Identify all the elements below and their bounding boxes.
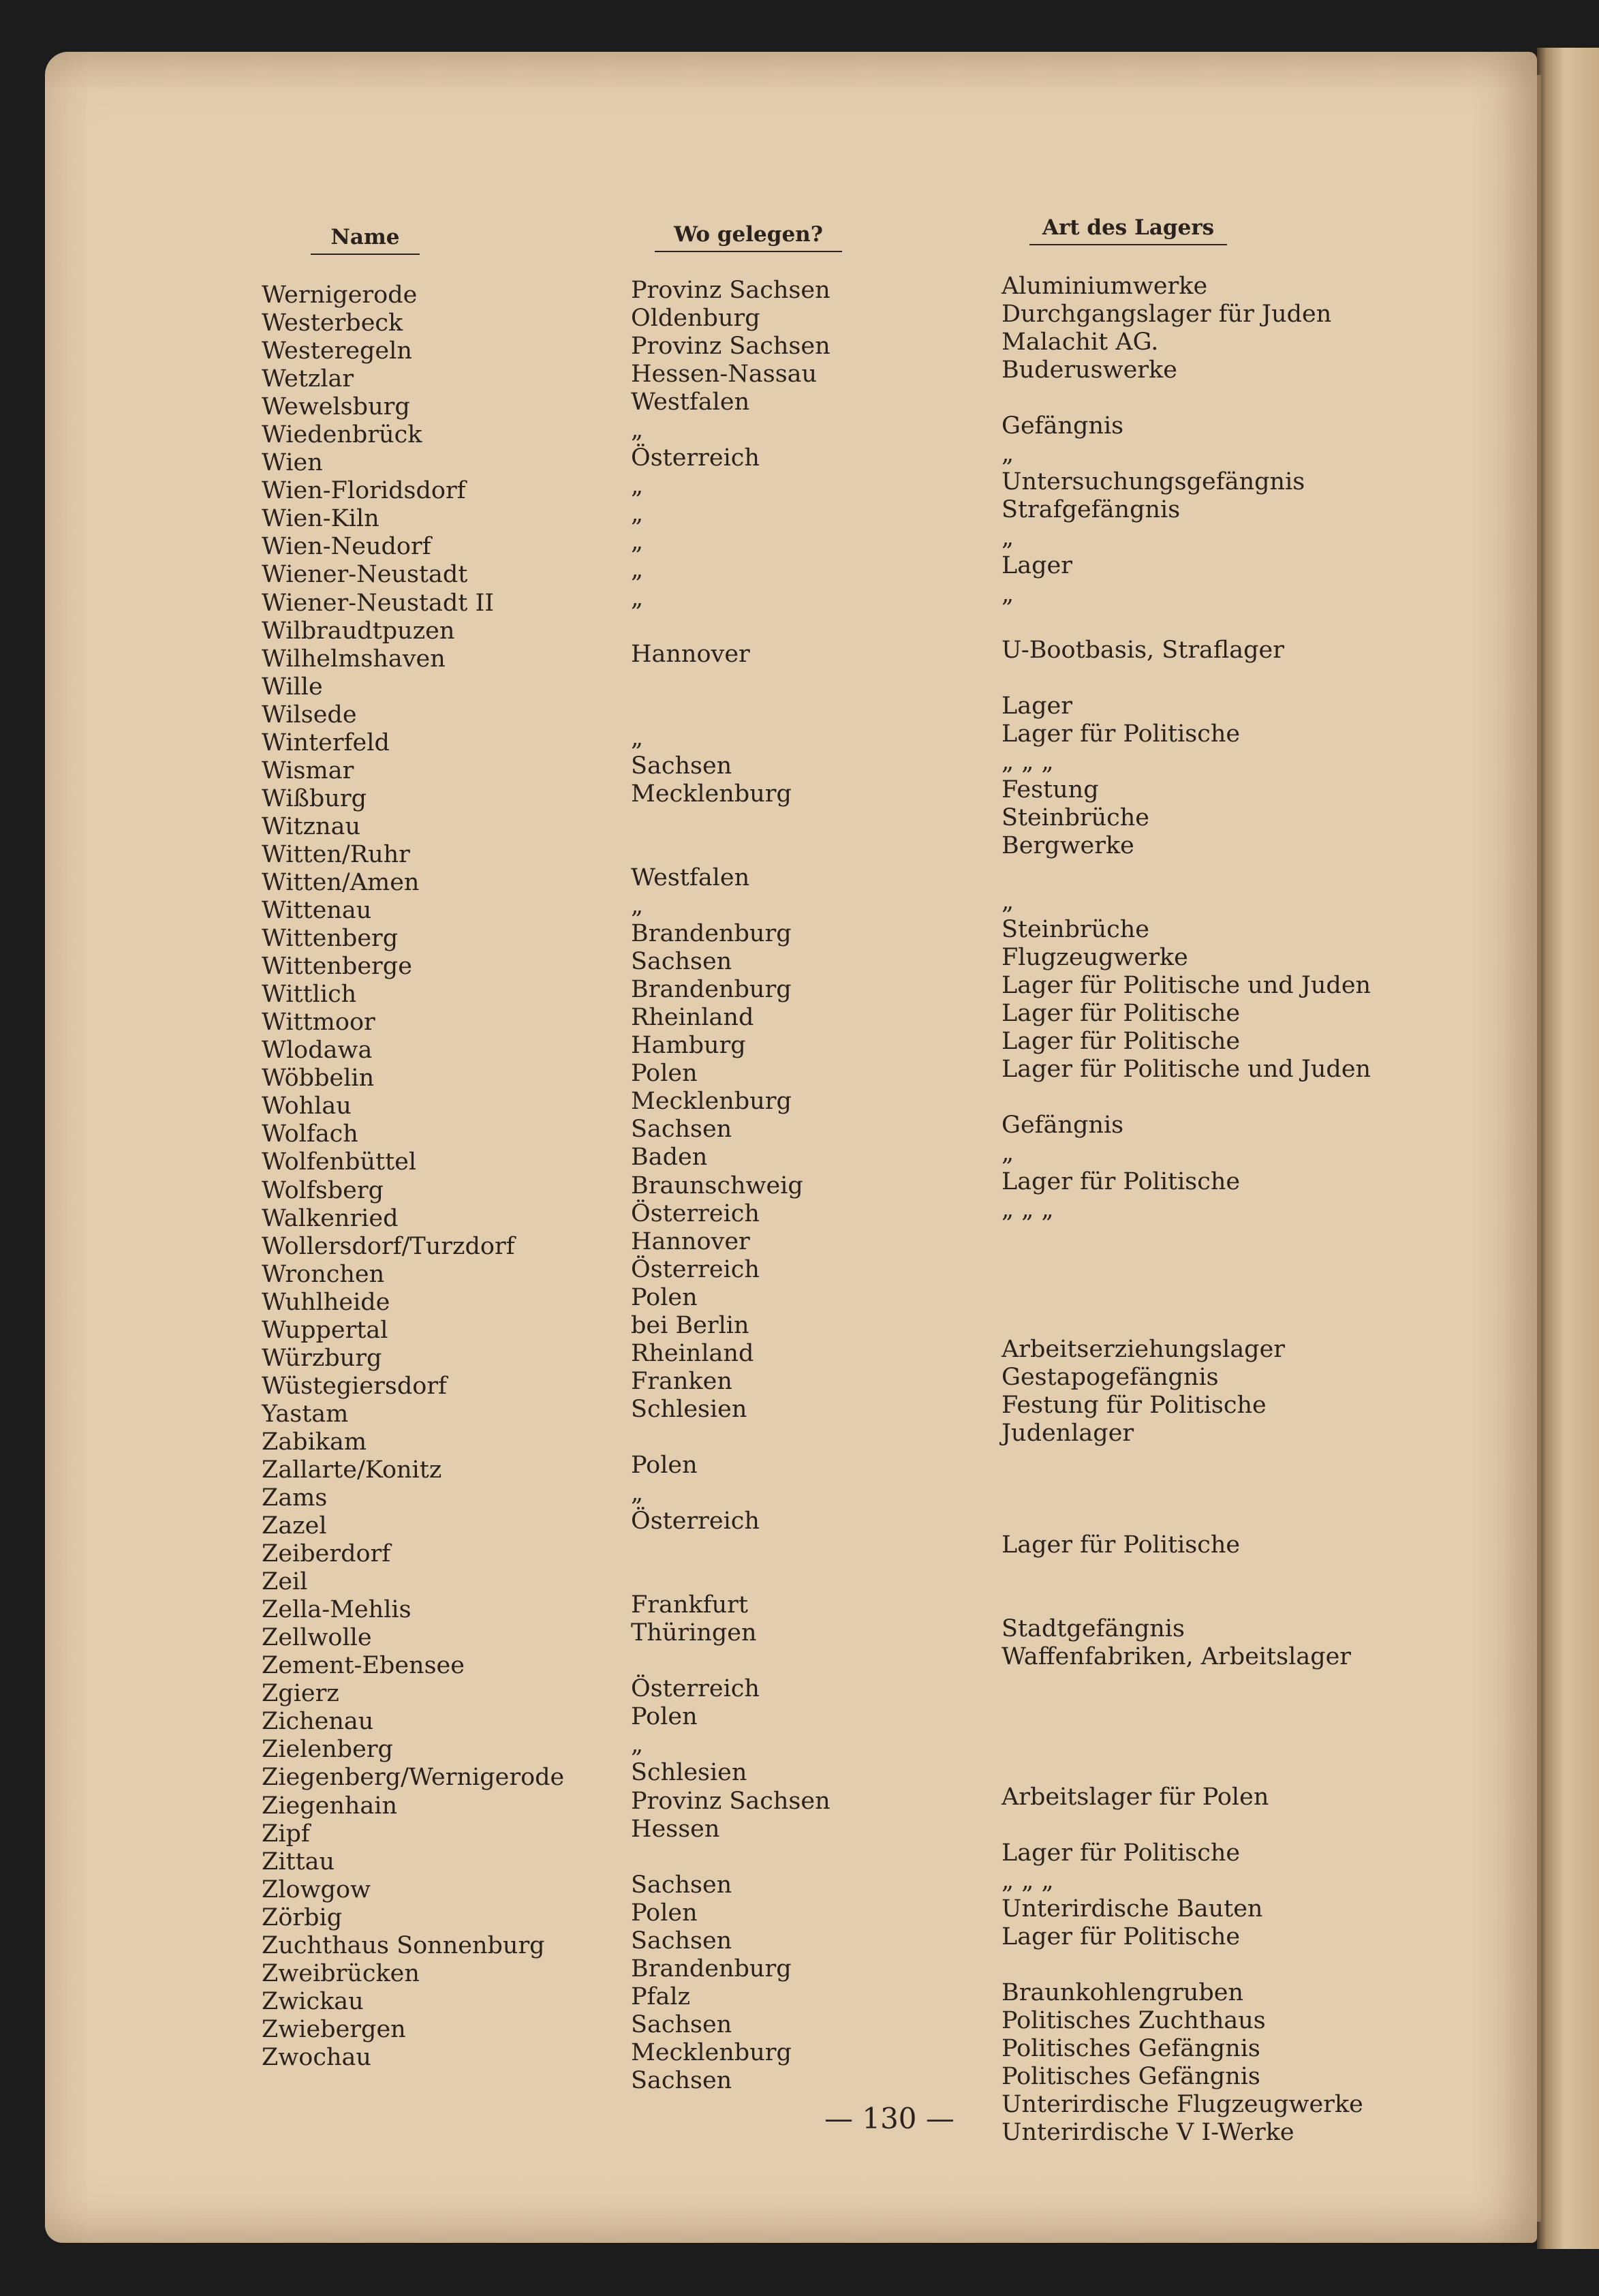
- camp-type: Strafgefängnis: [1002, 496, 1181, 524]
- header-type-underline: [1029, 244, 1227, 245]
- camp-name: Wittenberg: [262, 925, 399, 953]
- camp-name: Witten/Ruhr: [262, 840, 410, 868]
- camp-type: Bergwerke: [1002, 831, 1134, 859]
- camp-type: Lager: [1002, 692, 1072, 720]
- camp-name: Wißburg: [262, 784, 367, 812]
- camp-name: Zichenau: [262, 1708, 374, 1736]
- type-column: [1002, 273, 1371, 2147]
- camp-location: Hessen-Nassau: [631, 361, 818, 388]
- camp-type: Politisches Zuchthaus: [1002, 2006, 1266, 2034]
- camp-name: Zeil: [262, 1568, 308, 1596]
- camp-name: Wronchen: [262, 1260, 385, 1288]
- camp-name: Zabikam: [262, 1428, 367, 1456]
- location-column: [631, 277, 830, 2095]
- camp-name: Ziegenberg/Wernigerode: [262, 1764, 565, 1792]
- camp-type: [1002, 1671, 1371, 1699]
- camp-type: Waffenfabriken, Arbeitslager: [1002, 1643, 1352, 1671]
- camp-type: Unterirdische V I-Werke: [1002, 2119, 1294, 2147]
- camp-type: Lager für Politische: [1002, 1839, 1241, 1867]
- camp-name: Zuchthaus Sonnenburg: [262, 1931, 545, 1959]
- camp-location: Polen: [631, 1703, 698, 1731]
- camp-location: Hessen: [631, 1815, 720, 1843]
- camp-location: Westfalen: [631, 388, 750, 416]
- camp-type: Steinbrüche: [1002, 916, 1150, 944]
- camp-name: Zazel: [262, 1512, 327, 1540]
- camp-name: Wohlau: [262, 1092, 352, 1120]
- camp-location: Österreich: [631, 1507, 760, 1535]
- camp-name: Wolfsberg: [262, 1176, 384, 1204]
- camp-location: Hamburg: [631, 1032, 746, 1060]
- camp-name: Ziegenhain: [262, 1792, 398, 1820]
- camp-type: „: [1002, 1139, 1014, 1167]
- camp-location: Mecklenburg: [631, 2038, 792, 2066]
- camp-name: Wolfach: [262, 1120, 358, 1148]
- camp-name: Zwochau: [262, 2043, 371, 2071]
- camp-location: Schlesien: [631, 1395, 747, 1423]
- camp-type: [1002, 1224, 1371, 1252]
- camp-location: Hannover: [631, 640, 750, 668]
- camp-type: Lager für Politische: [1002, 1167, 1241, 1195]
- camp-type: Gefängnis: [1002, 412, 1124, 440]
- book-page-edge: [1537, 48, 1599, 2249]
- camp-location: Österreich: [631, 1675, 760, 1703]
- camp-name: Wittlich: [262, 981, 357, 1009]
- camp-name: Wuhlheide: [262, 1288, 390, 1316]
- page-number: — 130 —: [824, 2102, 954, 2135]
- camp-name: Wöbbelin: [262, 1065, 375, 1092]
- camp-name: Wilbraudtpuzen: [262, 617, 455, 645]
- header-location-label: Wo gelegen?: [674, 222, 823, 247]
- camp-type: Politisches Gefängnis: [1002, 2063, 1260, 2090]
- camp-type: [1002, 1448, 1371, 1475]
- camp-location: Polen: [631, 1899, 698, 1927]
- camp-name: Wolfenbüttel: [262, 1148, 417, 1176]
- camp-type: Festung: [1002, 776, 1099, 803]
- camp-name: Wiener-Neustadt II: [262, 589, 495, 617]
- camp-location: Pfalz: [631, 1983, 691, 2010]
- camp-name: Wüstegiersdorf: [262, 1372, 448, 1400]
- camp-name: Wittmoor: [262, 1009, 375, 1037]
- camp-type: [1002, 609, 1371, 637]
- camp-location: Provinz Sachsen: [631, 333, 830, 361]
- camp-location: „: [631, 1480, 644, 1507]
- camp-name: Wollersdorf/Turzdorf: [262, 1232, 515, 1260]
- camp-type: „: [1002, 440, 1014, 468]
- camp-location: „: [631, 556, 644, 584]
- camp-name: Zörbig: [262, 1903, 343, 1931]
- camp-name: Zement-Ebensee: [262, 1652, 465, 1680]
- camp-location: „: [631, 528, 644, 556]
- camp-name: Wien-Neudorf: [262, 533, 431, 561]
- camp-type: [1002, 1699, 1371, 1727]
- camp-type: Politisches Gefängnis: [1002, 2034, 1260, 2062]
- camp-location: Hannover: [631, 1227, 750, 1255]
- camp-location: „: [631, 724, 644, 752]
- camp-type: Lager für Politische: [1002, 720, 1241, 748]
- camp-location: Österreich: [631, 1199, 760, 1227]
- camp-location: [631, 669, 830, 697]
- camp-type: „: [1002, 580, 1014, 608]
- camp-location: „: [631, 892, 644, 920]
- camp-location: [631, 1647, 830, 1675]
- camp-name: Wien-Kiln: [262, 505, 379, 533]
- camp-location: [631, 1424, 830, 1452]
- camp-location: Sachsen: [631, 1116, 732, 1144]
- camp-type: [1002, 860, 1371, 888]
- camp-location: Polen: [631, 1060, 698, 1088]
- camp-name: Wien-Floridsdorf: [262, 477, 466, 505]
- camp-location: [631, 1563, 830, 1591]
- camp-location: [631, 697, 830, 724]
- camp-name: Zgierz: [262, 1680, 339, 1708]
- camp-name: Zweibrücken: [262, 1959, 420, 1987]
- camp-location: Sachsen: [631, 1871, 732, 1899]
- header-name-label: Name: [330, 225, 400, 249]
- camp-name: Wuppertal: [262, 1316, 388, 1344]
- camp-type: Gestapogefängnis: [1002, 1363, 1219, 1391]
- camp-type: Lager für Politische: [1002, 1000, 1241, 1028]
- camp-name: Westerbeck: [262, 309, 403, 337]
- camp-type: [1002, 1811, 1371, 1839]
- camp-type: [1002, 1755, 1371, 1783]
- camp-type: [1002, 1559, 1371, 1587]
- camp-name: Zella-Mehlis: [262, 1596, 412, 1624]
- camp-type: [1002, 1503, 1371, 1531]
- camp-name: Zallarte/Konitz: [262, 1456, 442, 1484]
- camp-location: Sachsen: [631, 948, 732, 976]
- camp-name: Wille: [262, 673, 323, 701]
- camp-location: [631, 1535, 830, 1563]
- camp-name: Wernigerode: [262, 281, 418, 309]
- camp-location: Sachsen: [631, 2067, 732, 2094]
- camp-type: Arbeitserziehungslager: [1002, 1335, 1286, 1363]
- camp-name: Zeiberdorf: [262, 1540, 391, 1568]
- header-name: [311, 225, 420, 255]
- camp-type: Flugzeugwerke: [1002, 944, 1188, 972]
- book-page: [45, 52, 1537, 2243]
- camp-type: [1002, 1308, 1371, 1336]
- camp-type: „: [1002, 888, 1014, 916]
- camp-type: Lager für Politische: [1002, 1531, 1241, 1559]
- camp-type: [1002, 1280, 1371, 1308]
- camp-name: Zipf: [262, 1820, 310, 1848]
- camp-name: Wetzlar: [262, 365, 354, 393]
- camp-name: Wittenberge: [262, 953, 412, 981]
- camp-name: Wlodawa: [262, 1037, 373, 1065]
- camp-type: [1002, 1252, 1371, 1280]
- camp-type: [1002, 1587, 1371, 1615]
- camp-type: [1002, 1084, 1371, 1112]
- camp-location: bei Berlin: [631, 1311, 749, 1339]
- camp-type: Unterirdische Bauten: [1002, 1895, 1263, 1923]
- camp-type: „: [1002, 524, 1014, 552]
- camp-name: Westeregeln: [262, 337, 412, 365]
- header-location: [655, 222, 842, 252]
- camp-name: Wilsede: [262, 701, 357, 729]
- camp-location: Rheinland: [631, 1339, 754, 1367]
- camp-location: „: [631, 472, 644, 500]
- camp-type: Aluminiumwerke: [1002, 273, 1208, 300]
- camp-type: U-Bootbasis, Straflager: [1002, 636, 1284, 664]
- header-name-underline: [311, 254, 420, 255]
- camp-type: Judenlager: [1002, 1419, 1134, 1447]
- camp-type: [1002, 1727, 1371, 1755]
- camp-name: Witten/Amen: [262, 868, 420, 896]
- camp-type: „ „ „: [1002, 1867, 1054, 1895]
- camp-type: Lager für Politische und Juden: [1002, 1056, 1371, 1084]
- camp-location: „: [631, 416, 644, 444]
- camp-location: Mecklenburg: [631, 780, 792, 808]
- header-type: [1029, 215, 1227, 245]
- camp-location: Sachsen: [631, 752, 732, 780]
- camp-location: Thüringen: [631, 1619, 757, 1647]
- camp-type: [1002, 1475, 1371, 1503]
- camp-name: Witznau: [262, 812, 361, 840]
- camp-location: Sachsen: [631, 2010, 732, 2038]
- camp-name: Wismar: [262, 756, 354, 784]
- camp-location: Westfalen: [631, 863, 750, 891]
- camp-name: Wittenau: [262, 897, 372, 925]
- camp-name: Zittau: [262, 1848, 335, 1876]
- camp-type: „ „ „: [1002, 1195, 1054, 1223]
- camp-location: [631, 836, 830, 864]
- camp-name: Walkenried: [262, 1204, 399, 1232]
- camp-location: Baden: [631, 1144, 708, 1172]
- camp-location: Braunschweig: [631, 1172, 803, 1199]
- camp-type: Gefängnis: [1002, 1112, 1124, 1139]
- camp-location: Österreich: [631, 444, 760, 472]
- camp-type: Malachit AG.: [1002, 328, 1159, 356]
- camp-type: Untersuchungsgefängnis: [1002, 468, 1305, 496]
- camp-type: Lager: [1002, 552, 1072, 580]
- camp-location: Mecklenburg: [631, 1088, 792, 1116]
- camp-type: [1002, 384, 1371, 412]
- camp-location: Brandenburg: [631, 1955, 792, 1983]
- camp-type: Buderuswerke: [1002, 356, 1177, 384]
- camp-location: Schlesien: [631, 1759, 747, 1787]
- camp-location: „: [631, 584, 644, 612]
- camp-name: Zwickau: [262, 1987, 364, 2015]
- camp-name: Zellwolle: [262, 1624, 372, 1652]
- camp-type: Festung für Politische: [1002, 1391, 1267, 1419]
- camp-location: [631, 1843, 830, 1871]
- camp-type: Braunkohlengruben: [1002, 1978, 1244, 2006]
- camp-location: Österreich: [631, 1255, 760, 1283]
- camp-type: [1002, 1951, 1371, 1979]
- camp-location: Brandenburg: [631, 976, 792, 1004]
- camp-location: Polen: [631, 1283, 698, 1311]
- camp-type: Durchgangslager für Juden: [1002, 301, 1332, 328]
- camp-name: Zlowgow: [262, 1876, 371, 1903]
- camp-location: Provinz Sachsen: [631, 277, 830, 304]
- camp-name: Wiener-Neustadt: [262, 561, 468, 589]
- camp-location: Sachsen: [631, 1927, 732, 1955]
- camp-location: [631, 808, 830, 836]
- camp-name: Wilhelmshaven: [262, 645, 446, 673]
- camp-type: Unterirdische Flugzeugwerke: [1002, 2091, 1363, 2119]
- camp-name: Wien: [262, 449, 323, 477]
- camp-location: Provinz Sachsen: [631, 1787, 830, 1815]
- camp-location: „: [631, 1731, 644, 1759]
- header-type-label: Art des Lagers: [1042, 215, 1215, 240]
- camp-location: Frankfurt: [631, 1591, 748, 1619]
- camp-type: Lager für Politische und Juden: [1002, 972, 1371, 1000]
- header-location-underline: [655, 251, 842, 252]
- camp-type: Arbeitslager für Polen: [1002, 1783, 1269, 1811]
- camp-type: „ „ „: [1002, 748, 1054, 776]
- name-column: [262, 281, 564, 2072]
- camp-name: Wewelsburg: [262, 393, 410, 421]
- camp-name: Zwiebergen: [262, 2015, 406, 2043]
- camp-location: Oldenburg: [631, 305, 760, 333]
- camp-type: Lager für Politische: [1002, 1028, 1241, 1056]
- camp-type: Lager für Politische: [1002, 1923, 1241, 1950]
- camp-name: Zielenberg: [262, 1736, 393, 1764]
- camp-name: Würzburg: [262, 1344, 382, 1372]
- camp-type: Steinbrüche: [1002, 803, 1150, 831]
- camp-name: Yastam: [262, 1400, 349, 1428]
- camp-name: Zams: [262, 1484, 328, 1512]
- camp-type: Stadtgefängnis: [1002, 1615, 1185, 1643]
- camp-location: Rheinland: [631, 1004, 754, 1032]
- camp-location: Brandenburg: [631, 920, 792, 948]
- camp-location: Franken: [631, 1367, 732, 1395]
- camp-type: [1002, 664, 1371, 692]
- camp-name: Winterfeld: [262, 729, 390, 756]
- camp-name: Wiedenbrück: [262, 421, 422, 449]
- camp-location: [631, 613, 830, 641]
- camp-location: Polen: [631, 1451, 698, 1479]
- camp-location: „: [631, 500, 644, 528]
